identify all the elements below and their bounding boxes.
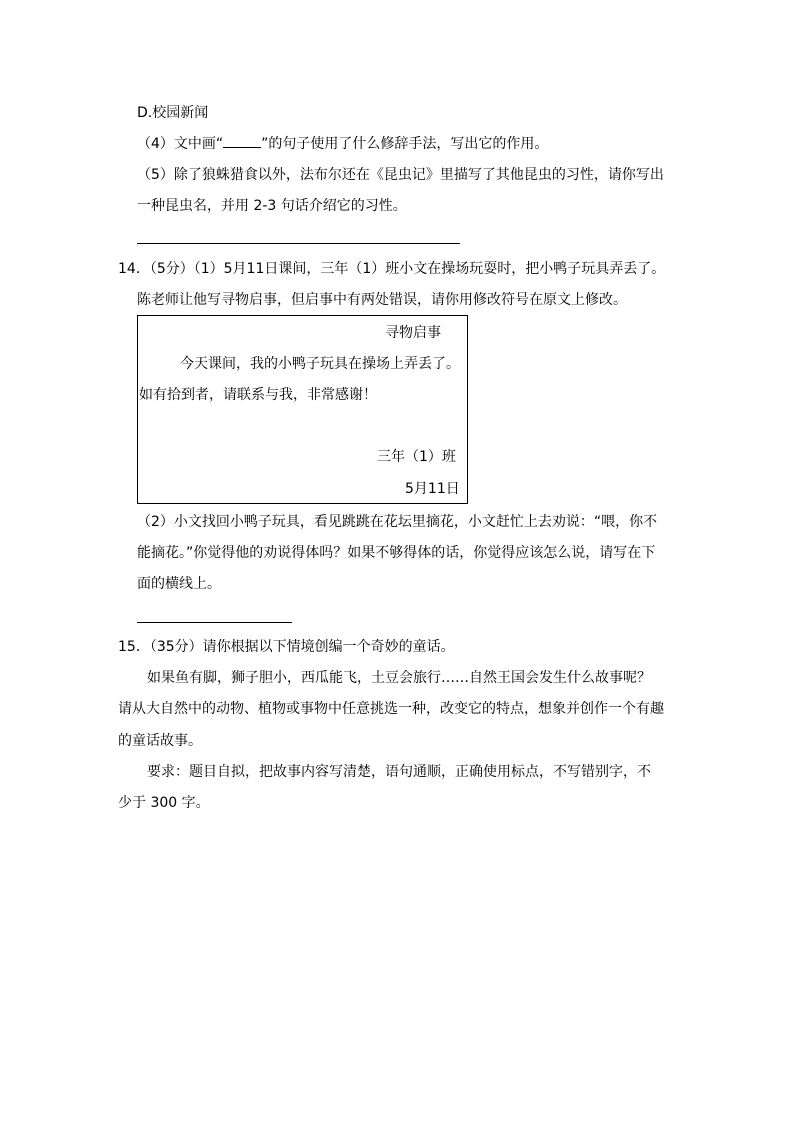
- option-d: D.校园新闻: [137, 105, 209, 121]
- answer-line-13: [137, 243, 460, 244]
- question-15-line-1: 15．（35分）请你根据以下情境创编一个奇妙的童话。: [118, 639, 455, 655]
- question-13-item-5-line-2: 一种昆虫名，并用 2-3 句话介绍它的习性。: [137, 198, 407, 214]
- question-15-requirements-line-1: 要求：题目自拟，把故事内容写清楚，语句通顺，正确使用标点，不写错别字，不: [147, 764, 651, 780]
- answer-line-14: [137, 622, 292, 623]
- lost-item-notice: [137, 315, 468, 504]
- question-14-part-2-line-1: （2）小文找回小鸭子玩具，看见跳跳在花坛里摘花，小文赶忙上去劝说：“喂，你不: [137, 514, 658, 530]
- item4-text-after: ”的句子使用了什么修辞手法，写出它的作用。: [261, 136, 549, 152]
- notice-body-line-1: 今天课间，我的小鸭子玩具在操场上弄丢了。: [180, 356, 460, 372]
- answer-blank: [223, 134, 261, 148]
- item4-text-before: （4）文中画“: [137, 136, 224, 152]
- question-14-part-2-line-2: 能摘花。”你觉得他的劝说得体吗？如果不够得体的话，你觉得应该怎么说，请写在下: [137, 545, 656, 561]
- question-15-paragraph-1-line-1: 如果鱼有脚，狮子胆小，西瓜能飞，土豆会旅行……自然王国会发生什么故事呢？: [147, 670, 651, 686]
- notice-signature: 三年（1）班: [377, 449, 456, 465]
- question-15-paragraph-1-line-2: 请从大自然中的动物、植物或事物中任意挑选一种，改变它的特点，想象并创作一个有趣: [118, 701, 664, 717]
- notice-date: 5月11日: [405, 481, 460, 497]
- question-13-item-4: [137, 134, 548, 154]
- question-14-line-2: 陈老师让他写寻物启事，但启事中有两处错误，请你用修改符号在原文上修改。: [137, 292, 627, 308]
- question-14-line-1: 14．（5分）（1）5月11日课间，三年（1）班小文在操场玩耍时，把小鸭子玩具弄丢了。: [118, 261, 666, 277]
- question-15-requirements-line-2: 少于 300 字。: [118, 795, 210, 811]
- notice-body-line-2: 如有拾到者，请联系与我，非常感谢！: [139, 387, 377, 403]
- question-13-item-5-line-1: （5）除了狼蛛猎食以外，法布尔还在《昆虫记》里描写了其他昆虫的习性，请你写出: [137, 167, 664, 183]
- question-14-part-2-line-3: 面的横线上。: [137, 576, 221, 592]
- notice-title: 寻物启事: [385, 325, 441, 341]
- question-15-paragraph-1-line-3: 的童话故事。: [118, 733, 202, 749]
